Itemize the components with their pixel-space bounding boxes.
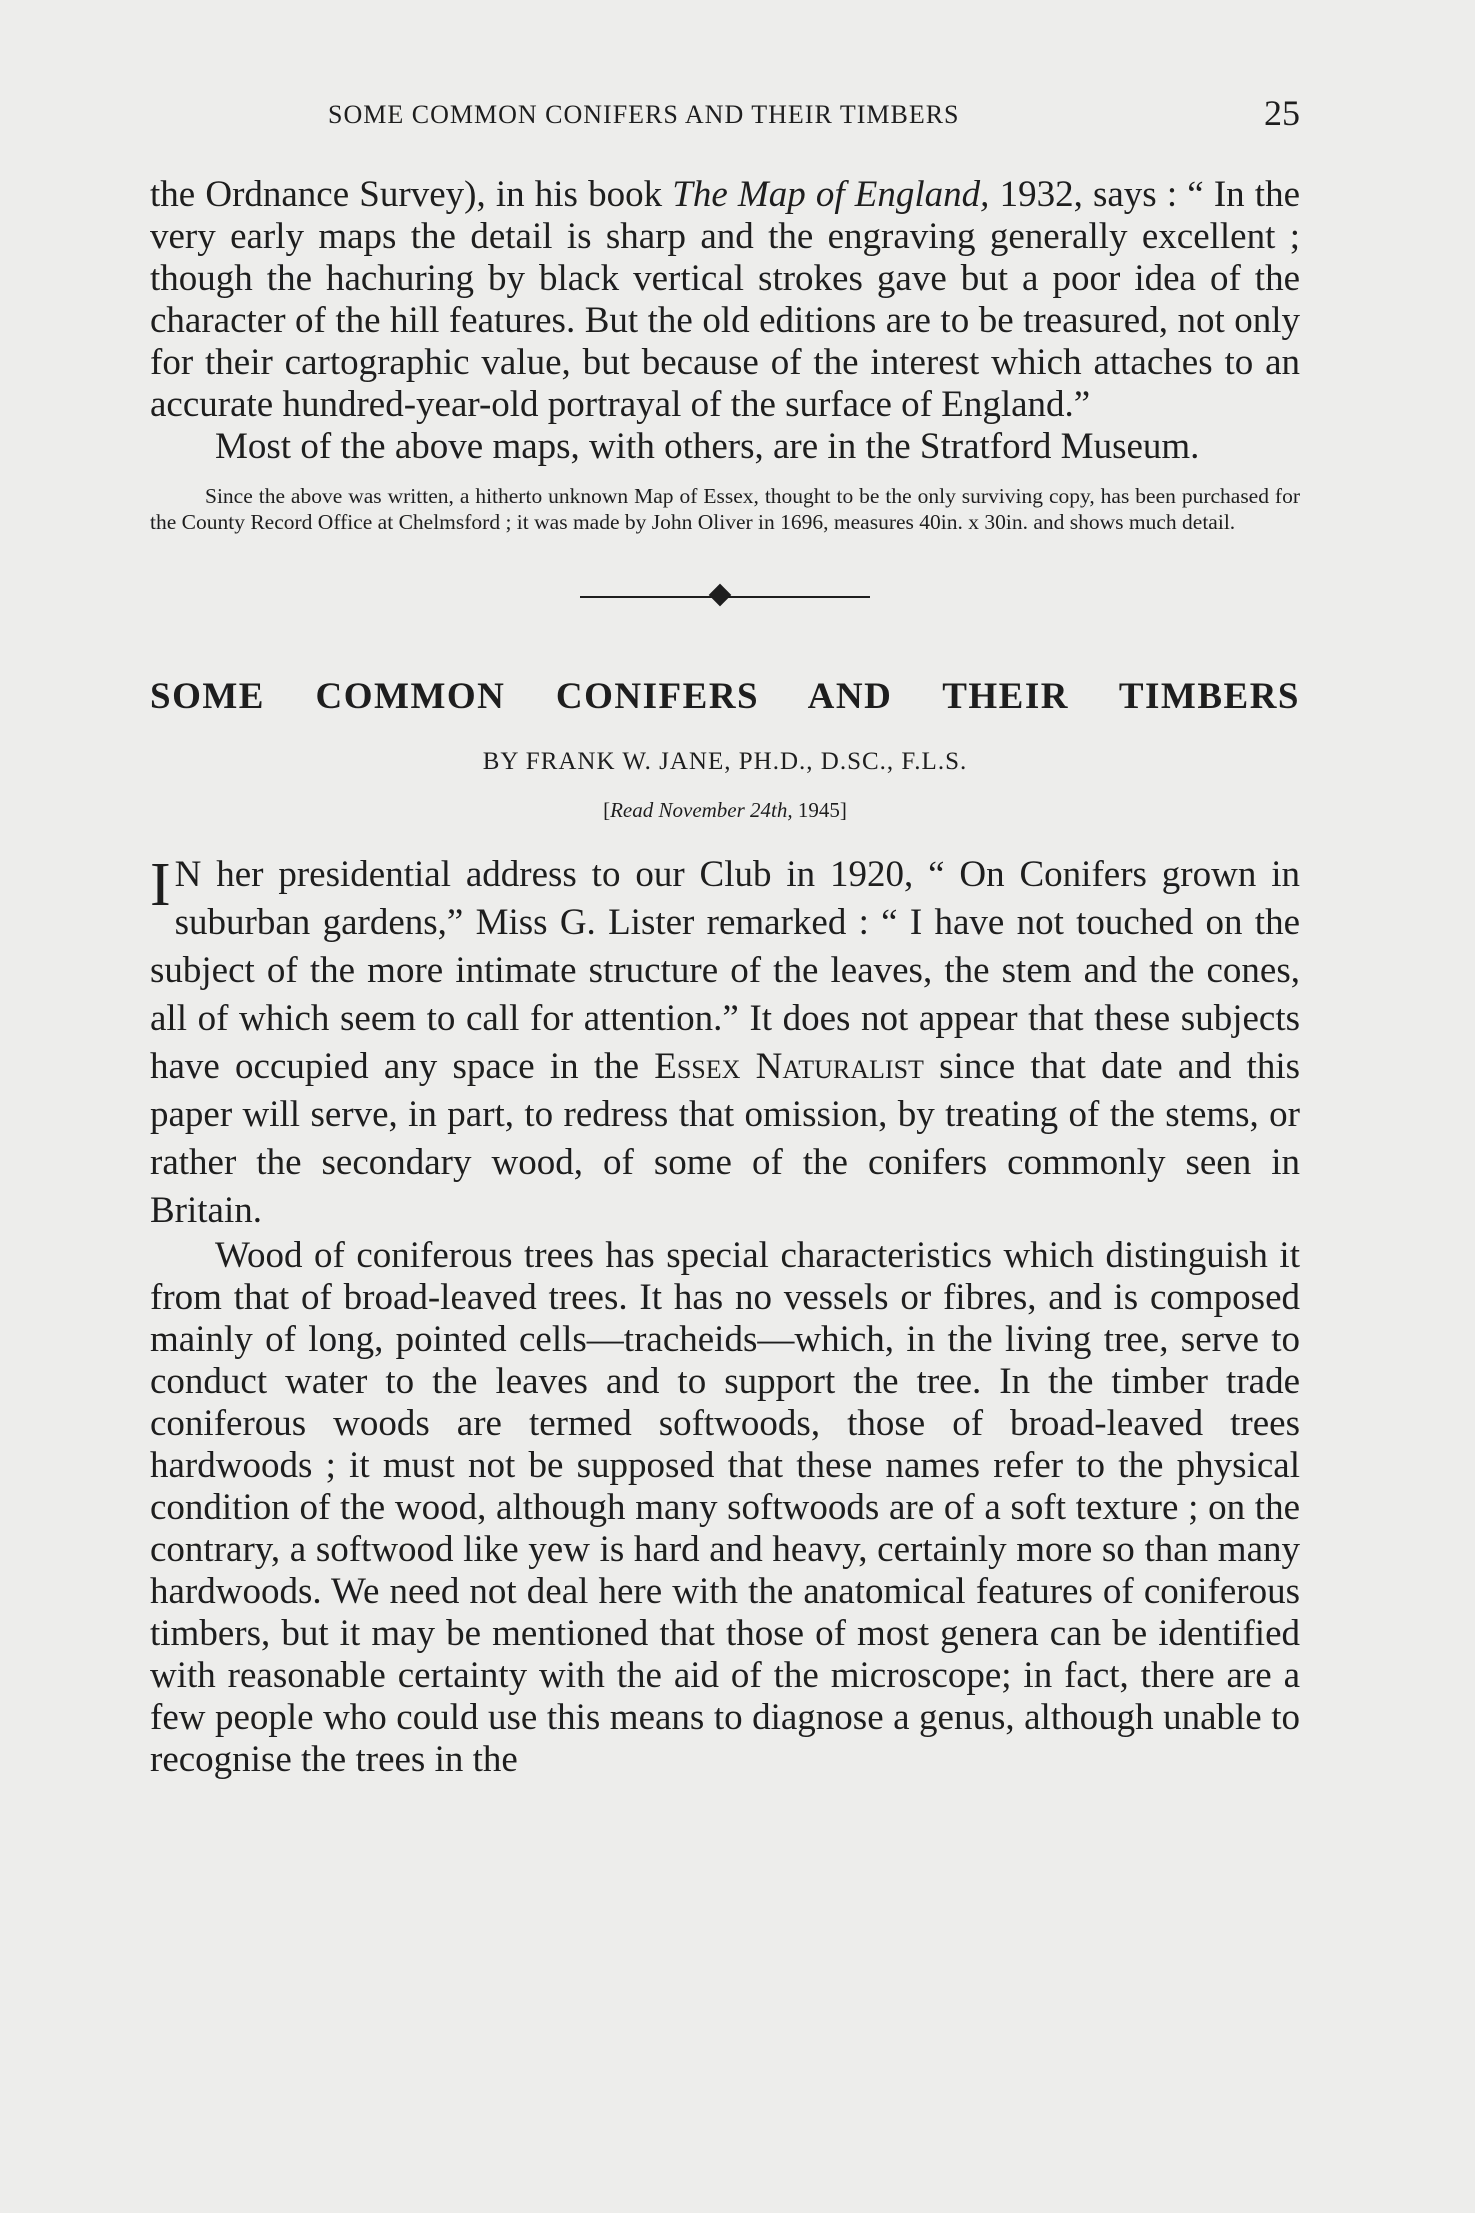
paragraph-1-text-end: since that date and this paper will serve, in part, to redress that omission, by treating of the stems, or rather the secondary wood, of some of the conifers commonly seen in Britain. xyxy=(150,1046,1301,1231)
paragraph-1-text-start: N her presidential address to our Club in 1920, “ On Conifers grown in suburban gardens,” Miss G. Lister remarked : “ I have not touched on the subject of the more intimate structure of the leaves, the stem and the cones, all of which seem to call for attention.” It does not appear that these subjects have occupied any space in the xyxy=(150,854,1300,1087)
running-head xyxy=(150,93,1300,136)
article-paragraph-1 xyxy=(150,851,1300,1235)
journal-name: Essex Naturalist xyxy=(654,1046,924,1087)
read-note-open: [ xyxy=(603,798,611,822)
article-byline: BY FRANK W. JANE, PH.D., D.SC., F.L.S. xyxy=(482,748,968,775)
continued-text-end: 1932, says : “ In the very early maps the detail is sharp and the engraving generally excellent ; though the hachuring by black vertical strokes gave but a poor idea of the character of the hill features. But the old editions are to be treasured, not only for their cartographic value, but because of the interest which attaches to an accurate hundred-year-old portrayal of the surface of England.” xyxy=(150,174,1300,425)
section-divider xyxy=(580,585,870,609)
page-number: 25 xyxy=(1264,93,1300,133)
read-date-note xyxy=(150,798,1300,823)
read-note-italic: Read November 24th, xyxy=(610,798,793,822)
drop-cap: I xyxy=(150,851,171,919)
article-title: SOME COMMON CONIFERS AND THEIR TIMBERS xyxy=(150,676,1300,717)
page-content xyxy=(150,174,1300,1781)
footnote: Since the above was written, a hitherto unknown Map of Essex, thought to be the only surviving copy, has been purchased for the County Record Office at Chelmsford ; it was made by John Oliver in 1696, measures 40in. x 30in. and shows much detail. xyxy=(150,484,1300,534)
book-title: The Map of England, xyxy=(672,174,990,215)
museum-paragraph: Most of the above maps, with others, are in the Stratford Museum. xyxy=(215,426,1200,467)
article-paragraph-2: Wood of coniferous trees has special characteristics which distinguish it from that of broad-leaved trees. It has no vessels or fibres, and is composed mainly of long, pointed cells—tracheids—which, in the living tree, serve to conduct water to the leaves and to support the tree. In the timber trade coniferous woods are termed softwoods, those of broad-leaved trees hardwoods ; it must not be supposed that these names refer to the physical condition of the wood, although many softwoods are of a soft texture ; on the contrary, a softwood like yew is hard and heavy, certainly more so than many hardwoods. We need not deal here with the anatomical features of coniferous timbers, but it may be mentioned that those of most genera can be identified with reasonable certainty with the aid of the microscope; in fact, there are a few people who could use this means to diagnose a genus, although unable to recognise the trees in the xyxy=(150,1235,1300,1780)
divider-diamond-icon xyxy=(709,584,732,607)
read-note-close: 1945] xyxy=(792,798,847,822)
continued-text-start: the Ordnance Survey), in his book xyxy=(150,174,673,215)
running-title: SOME COMMON CONIFERS AND THEIR TIMBERS xyxy=(328,100,960,129)
continued-paragraph xyxy=(150,174,1300,426)
